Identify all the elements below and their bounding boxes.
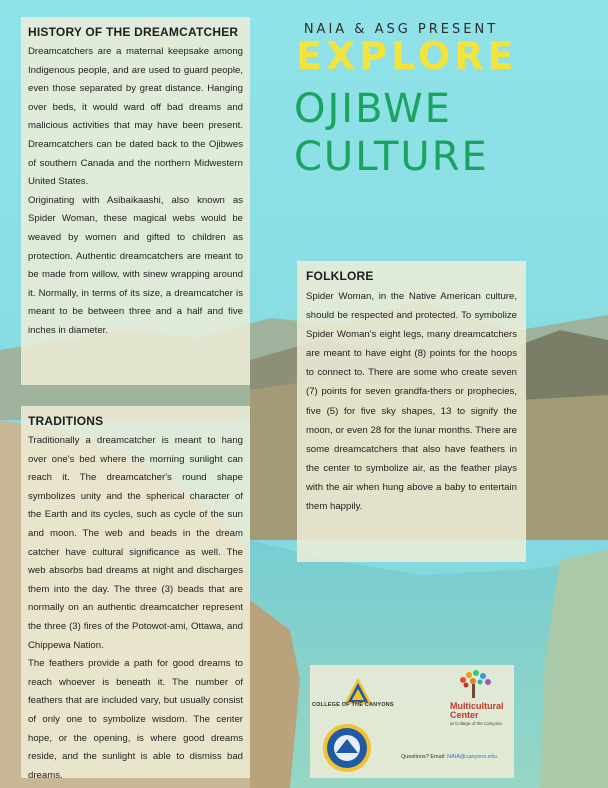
multicultural-center-title: Multicultural Center (450, 701, 504, 720)
folklore-panel (297, 261, 526, 562)
presenter-line: NAIA & ASG PRESENT (303, 22, 499, 37)
poster-header (294, 22, 518, 180)
history-panel (21, 17, 250, 385)
contact-label: Questions? Email: (401, 754, 446, 760)
history-paragraph-1: Dreamcatchers are a maternal keepsake among Indigenous people, and are used to guard people, even those separated by great distance. Hanging over beds, it would ward off bad dreams and malicious activities that may have been present. Dreamcatchers can be dated back to the Ojibwes of southern Canada and the northern Midwestern United States. (28, 46, 243, 188)
traditions-paragraph-2: The feathers provide a path for good dreams to reach whoever is beneath it. The number of feathers that are included vary, but usually consist of only one to symbolize wisdom. The center hope, or the opening, is where good dreams reside, and the sunlight is able to dismiss bad dreams. (28, 658, 243, 781)
history-paragraph-2: Originating with Asibaikaashi, also known as Spider Woman, these magical webs would be weaved by women and gifted to children as protection. Authentic dreamcatchers are meant to be made from willow, with sinew wrapping around it. Normally, in terms of its size, a dreamcatcher is meant to be between three and a half and five inches in diameter. (28, 194, 243, 336)
traditions-panel (21, 406, 250, 781)
history-heading: HISTORY OF THE DREAMCATCHER (28, 25, 239, 39)
college-name: COLLEGE OF THE CANYONS (312, 702, 394, 708)
folklore-paragraph: Spider Woman, in the Native American culture, should be respected and protected. To symbolize Spider Woman's eight legs, many dreamcatchers are meant to have eight (8) points for the hoops to connect to. There are some who create seven (7) points for seven grandfa-thers or prophecies, five (5) for five sky shapes, 13 to signify the moon, or even 28 for the lunar months. There are some dreamcatchers that also have feathers in the center to symbolize air, as the feather plays with the air when hung above a baby to entertain them happily. (306, 291, 517, 513)
contact-line (401, 754, 513, 760)
contact-email-link[interactable]: NAIA@canyons.edu (447, 754, 497, 760)
explore-title: EXPLORE (296, 34, 518, 78)
sponsor-logos (310, 665, 514, 778)
ojibwe-title: OJIBWE (294, 86, 452, 132)
multicultural-center-subtitle: at College of the Canyons (450, 721, 502, 726)
asg-seal-icon (322, 723, 372, 773)
traditions-paragraph-1: Traditionally a dreamcatcher is meant to hang over one's bed where the morning sunlight can reach it. The dreamcatcher's round shape symbolizes unity and the spherical character of the Earth and its cycles, such as cycle of the sun and moon. The web and beads in the dream catcher have cultural significance as well. The web absorbs bad dreams at night and discharges them into the day. The three (3) beads that are normally on an authentic dreamcatcher represent the three (3) fires of the Potowot-ami, Ottawa, and Chippewa Nation. (28, 435, 243, 651)
traditions-heading: TRADITIONS (28, 414, 104, 428)
culture-title: CULTURE (294, 134, 489, 180)
folklore-heading: FOLKLORE (306, 269, 374, 283)
multicultural-tree-icon (455, 670, 493, 698)
